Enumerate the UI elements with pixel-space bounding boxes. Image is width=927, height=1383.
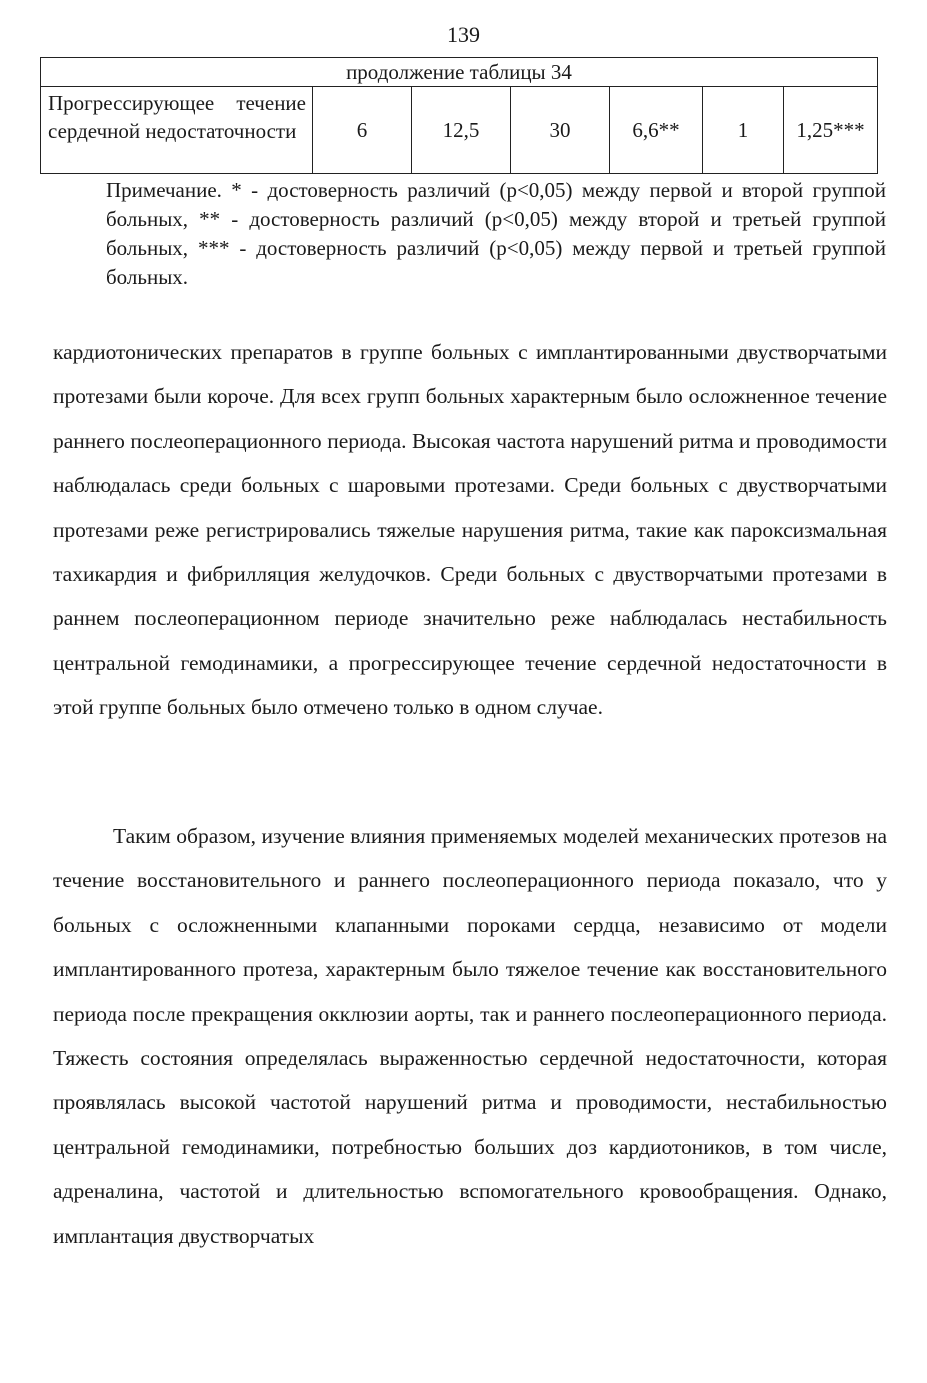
continuation-table xyxy=(40,57,878,174)
row-label: Прогрессирующее течение сердечной недостаточности xyxy=(41,87,313,174)
table-cell: 1,25*** xyxy=(784,87,878,174)
table-cell: 6,6** xyxy=(610,87,703,174)
table-cell: 30 xyxy=(511,87,610,174)
table-cell: 6 xyxy=(313,87,412,174)
paragraph-text: кардиотонических препаратов в группе больных с имплантированными двустворчатыми протезами были короче. Для всех групп больных характерным было осложненное течение раннего послеоперационного периода. Высокая частота нарушений ритма и проводимости наблюдалась среди больных с шаровыми протезами. Среди больных с двустворчатыми протезами реже регистрировались тяжелые нарушения ритма, такие как пароксизмальная тахикардия и фибрилляция желудочков. Среди больных с двустворчатыми протезами в раннем послеоперационном периоде значительно реже наблюдалась нестабильность центральной гемодинамики, а прогрессирующее течение сердечной недостаточности в этой группе больных было отмечено только в одном случае. xyxy=(53,340,887,720)
body-paragraph xyxy=(53,330,887,730)
table-row xyxy=(41,87,878,174)
table-cell: 12,5 xyxy=(412,87,511,174)
paragraph-text: Таким образом, изучение влияния применяемых моделей механических протезов на течение восстановительного и раннего послеоперационного периода показало, что у больных с осложненными клапанными пороками сердца, независимо от модели имплантированного протеза, характерным было тяжелое течение как восстановительного периода после прекращения окклюзии аорты, так и раннего послеоперационного периода. Тяжесть состояния определялась выраженностью сердечной недостаточности, которая проявлялась высокой частотой нарушений ритма и проводимости, нестабильностью центральной гемодинамики, потребностью больших доз кардиотоников, в том числе, адреналина, частотой и длительностью вспомогательного кровообращения. Однако, имплантация двустворчатых xyxy=(53,824,887,1248)
table-footnote: Примечание. * - достоверность различий (р<0,05) между первой и второй группой больных, ** - достоверность различий (р<0,05) между второй и третьей группой больных, *** - достоверность различий (р<0,05) между первой и третьей группой больных. xyxy=(106,178,886,289)
body-paragraph xyxy=(53,814,887,1258)
page-number: 139 xyxy=(447,22,480,47)
table-caption-row xyxy=(41,58,878,87)
table-caption: продолжение таблицы 34 xyxy=(41,58,878,87)
table-cell: 1 xyxy=(703,87,784,174)
